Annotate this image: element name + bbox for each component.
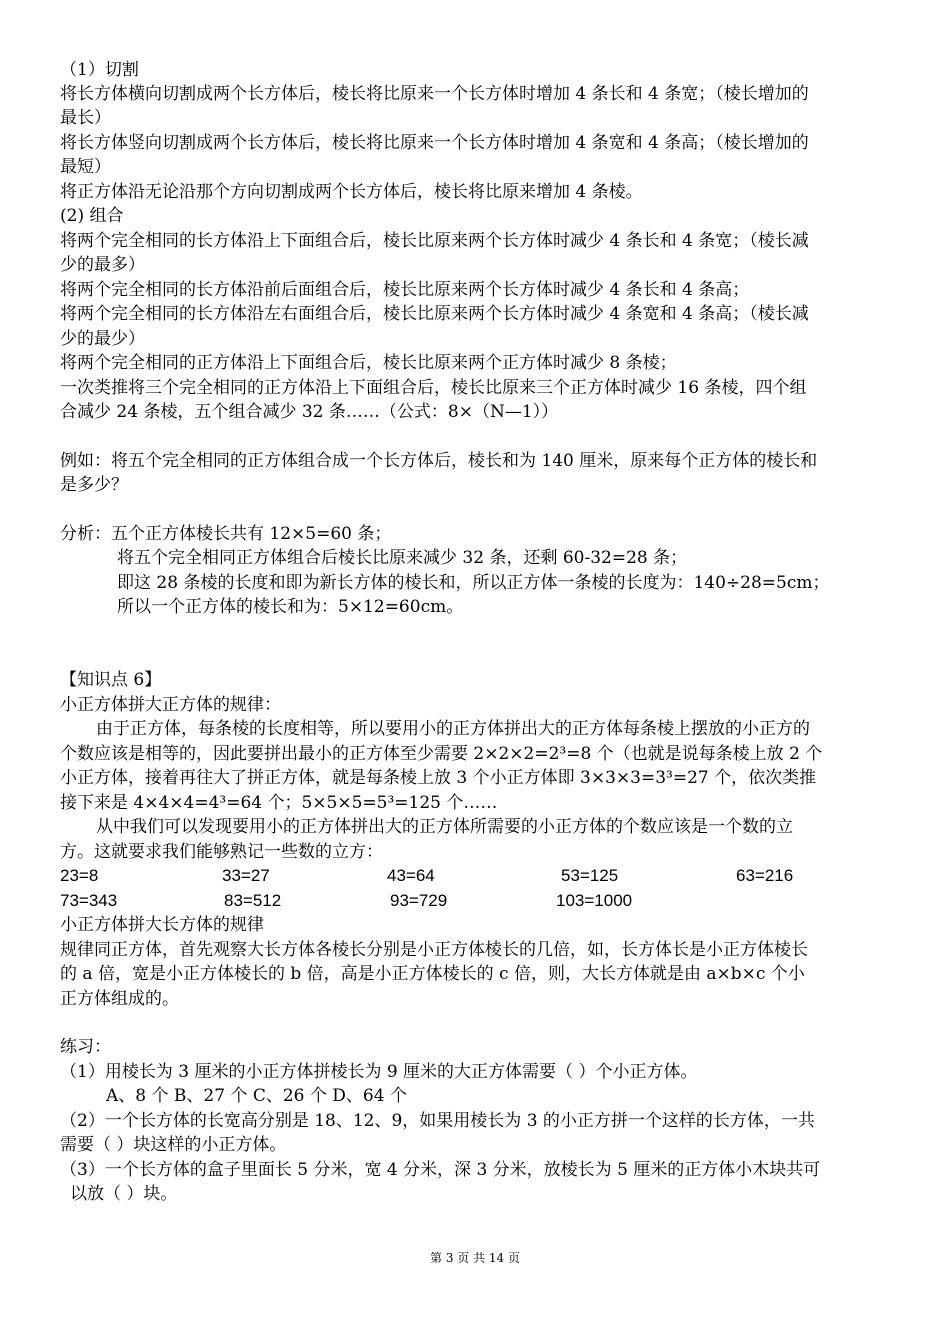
exercise-question: （3）一个长方体的盒子里面长 5 分米，宽 4 分米，深 3 分米，放棱长为 5 厘米的正方体小木块共可 — [60, 1160, 821, 1180]
knowledge-paragraph-line: 个数应该是相等的，因此要拼出最小的正方体至少需要 2×2×2=2³=8 个（也就是说每条棱上放 2 个 — [60, 744, 823, 764]
analysis-line: 即这 28 条棱的长度和即为新长方体的棱长和，所以正方体一条棱的长度为：140÷28=5cm； — [117, 573, 830, 593]
section-combine-line: 一次类推将三个完全相同的正方体沿上下面组合后，棱长比原来三个正方体时减少 16 条棱，四个组 — [60, 378, 807, 398]
exercise-options: A、8 个 B、27 个 C、26 个 D、64 个 — [106, 1086, 407, 1106]
section-cut-title: （1）切割 — [60, 60, 139, 80]
section-cut-line: 将正方体沿无论沿那个方向切割成两个长方体后，棱长将比原来增加 4 条棱。 — [60, 182, 643, 202]
knowledge-rect-heading: 小正方体拼大长方体的规律 — [60, 915, 264, 935]
knowledge-rect-line: 规律同正方体，首先观察大长方体各棱长分别是小正方体棱长的几倍，如，长方体长是小正方体棱长 — [60, 940, 808, 960]
knowledge-paragraph-line: 小正方体，接着再往大了拼正方体，就是每条棱上放 3 个小正方体即 3×3×3=3³=27 个，依次类推 — [60, 768, 817, 788]
knowledge-paragraph-line: 由于正方体，每条棱的长度相等，所以要用小的正方体拼出大的正方体每条棱上摆放的小正方的 — [96, 719, 810, 739]
section-combine-line: 少的最少） — [60, 329, 145, 349]
example-line: 是多少？ — [60, 475, 128, 495]
analysis-line: 分析：五个正方体棱长共有 12×5=60 条； — [60, 524, 392, 544]
cube-value: 33=27 — [222, 866, 270, 885]
page-footer: 第 3 页 共 14 页 — [430, 1251, 520, 1265]
section-combine-line: 将两个完全相同的长方体沿上下面组合后，棱长比原来两个长方体时减少 4 条长和 4 条宽；（棱长减 — [60, 231, 809, 251]
section-cut-line: 最短） — [60, 157, 111, 177]
knowledge-subheading: 小正方体拼大正方体的规律： — [60, 695, 281, 715]
knowledge-rect-line: 正方体组成的。 — [60, 989, 179, 1009]
section-combine-line: 将两个完全相同的长方体沿前后面组合后，棱长比原来两个长方体时减少 4 条长和 4 条高； — [60, 280, 750, 300]
section-cut-line: 将长方体竖向切割成两个长方体后，棱长将比原来一个长方体时增加 4 条宽和 4 条高；（棱长增加的 — [60, 133, 809, 153]
section-combine-title: (2) 组合 — [60, 206, 124, 226]
cube-value: 63=216 — [736, 866, 794, 885]
knowledge-paragraph-line: 方。这就要求我们能够熟记一些数的立方： — [60, 842, 383, 862]
exercise-question: （1）用棱长为 3 厘米的小正方体拼棱长为 9 厘米的大正方体需要（ ）个小正方体。 — [60, 1062, 698, 1082]
exercise-heading: 练习： — [60, 1037, 111, 1057]
section-combine-line: 将两个完全相同的正方体沿上下面组合后，棱长比原来两个正方体时减少 8 条棱； — [60, 353, 677, 373]
cube-value: 43=64 — [387, 866, 435, 885]
example-line: 例如：将五个完全相同的正方体组合成一个长方体后，棱长和为 140 厘米，原来每个正方体的棱长和 — [60, 451, 818, 471]
cube-value: 23=8 — [60, 866, 99, 885]
cube-value: 93=729 — [390, 891, 448, 910]
section-cut-line: 最长） — [60, 108, 111, 128]
knowledge-paragraph-line: 接下来是 4×4×4=4³=64 个；5×5×5=5³=125 个…… — [60, 793, 498, 813]
knowledge-heading: 【知识点 6】 — [60, 670, 162, 690]
analysis-line: 将五个完全相同正方体组合后棱长比原来减少 32 条，还剩 60-32=28 条； — [117, 548, 688, 568]
knowledge-rect-line: 的 a 倍，宽是小正方体棱长的 b 倍，高是小正方体棱长的 c 倍，则，大长方体就是由 a×b×c 个小 — [60, 964, 805, 984]
exercise-question: 以放（ ）块。 — [70, 1184, 178, 1204]
cube-value: 73=343 — [60, 891, 118, 910]
cube-value: 53=125 — [561, 866, 619, 885]
section-combine-line: 将两个完全相同的长方体沿左右面组合后，棱长比原来两个长方体时减少 4 条宽和 4 条高；（棱长减 — [60, 304, 809, 324]
section-combine-line: 合减少 24 条棱，五个组合减少 32 条……（公式：8×（N—1）） — [60, 402, 559, 422]
section-combine-line: 少的最多） — [60, 255, 145, 275]
exercise-question: 需要（ ）块这样的小正方体。 — [60, 1135, 287, 1155]
knowledge-paragraph-line: 从中我们可以发现要用小的正方体拼出大的正方体所需要的小正方体的个数应该是一个数的立 — [96, 817, 793, 837]
cube-value: 103=1000 — [556, 891, 633, 910]
cube-value: 83=512 — [224, 891, 282, 910]
exercise-question: （2）一个长方体的长宽高分别是 18、12、9，如果用棱长为 3 的小正方拼一个这样的长方体，一共 — [60, 1111, 815, 1131]
section-cut-line: 将长方体横向切割成两个长方体后，棱长将比原来一个长方体时增加 4 条长和 4 条宽；（棱长增加的 — [60, 84, 809, 104]
analysis-line: 所以一个正方体的棱长和为：5×12=60cm。 — [117, 597, 464, 617]
